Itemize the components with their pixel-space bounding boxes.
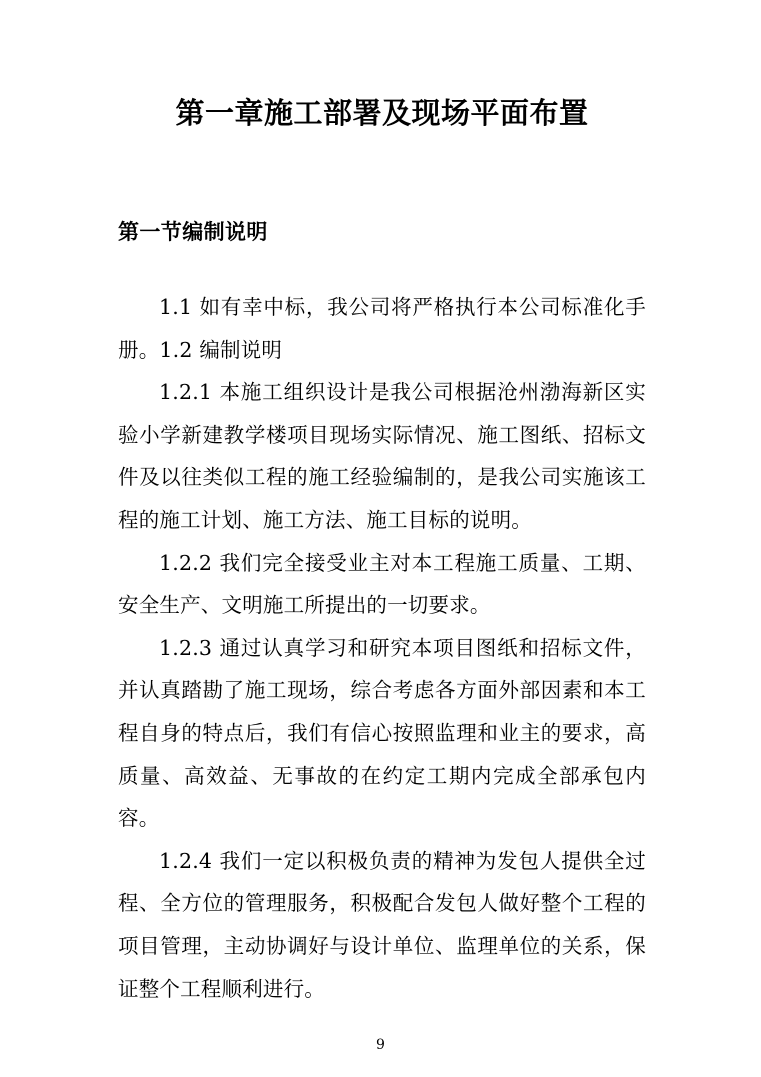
section-heading: 第一节编制说明: [118, 219, 268, 244]
paragraph-1-2-1: 1.2.1 本施工组织设计是我公司根据沧州渤海新区实验小学新建教学楼项目现场实际情况、施工图纸、招标文件及以往类似工程的施工经验编制的，是我公司实施该工程的施工计划、施工方法、施工目标的说明。: [118, 380, 646, 532]
paragraph-1-1: 1.1 如有幸中标，我公司将严格执行本公司标准化手册。1.2 编制说明: [118, 295, 646, 362]
page-title: 第一章施工部署及现场平面布置: [175, 96, 589, 130]
paragraph-1-2-4: 1.2.4 我们一定以积极负责的精神为发包人提供全过程、全方位的管理服务，积极配合发包人做好整个工程的项目管理，主动协调好与设计单位、监理单位的关系，保证整个工程顺利进行。: [118, 848, 646, 1001]
body-text-block: [118, 286, 646, 1010]
page-number: 9: [376, 1037, 385, 1053]
paragraph-1-2-3: 1.2.3 通过认真学习和研究本项目图纸和招标文件，并认真踏勘了施工现场，综合考虑各方面外部因素和本工程自身的特点后，我们有信心按照监理和业主的要求，高质量、高效益、无事故的在约定工期内完成全部承包内容。: [118, 635, 646, 831]
paragraph-1-2-2: 1.2.2 我们完全接受业主对本工程施工质量、工期、安全生产、文明施工所提出的一切要求。: [118, 550, 646, 618]
